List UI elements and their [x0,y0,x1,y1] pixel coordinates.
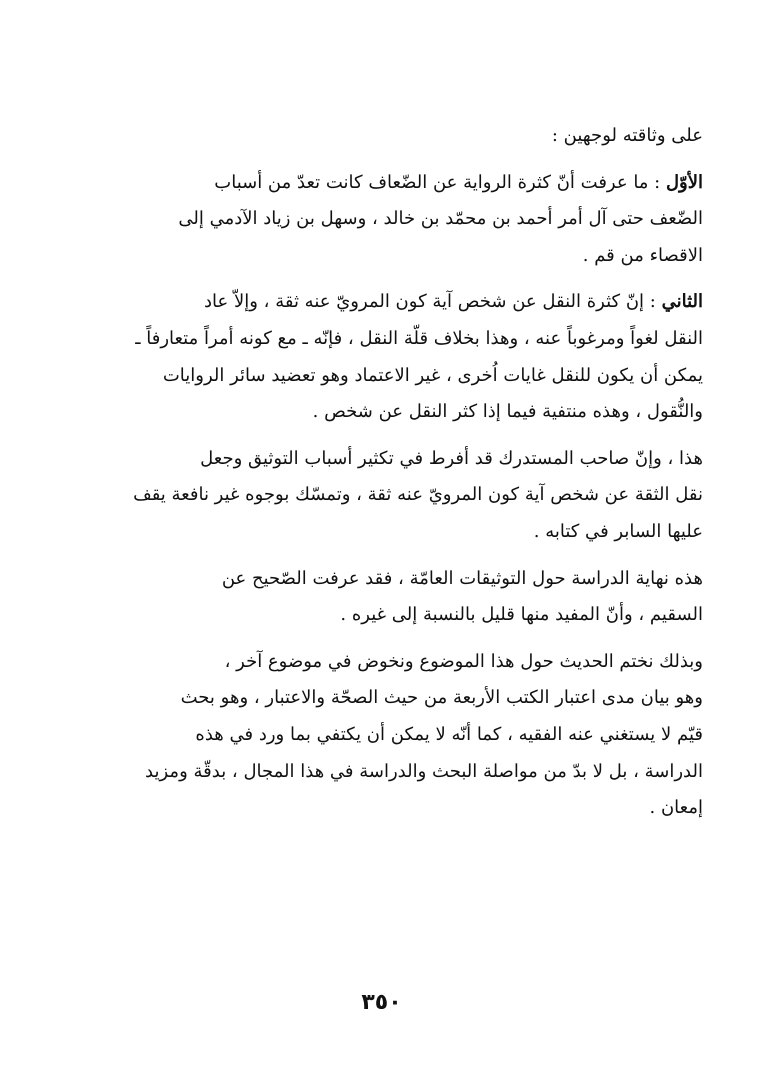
paragraph-line: الاقصاء من قم . [582,244,703,266]
paragraph-line: يمكن أن يكون للنقل غايات اُخرى ، غير الاعتماد وهو تعضيد سائر الروايات [162,364,703,386]
paragraph-line: إمعان . [649,797,703,819]
paragraph-line: هذه نهاية الدراسة حول التوثيقات العامّة ، فقد عرفت الصّحيح عن [221,567,703,589]
paragraph-conclusion [92,561,703,634]
paragraph-line: قيّم لا يستغني عنه الفقيه ، كما أنّه لا يمكن أن يكتفي بما ورد في هذه [195,723,703,745]
paragraph-text: : إنّ كثرة النقل عن شخص آية كون المرويّ عنه ثقة ، وإلاّ عاد [204,291,662,313]
paragraph-line: الضّعف حتى آل أمر أحمد بن محمّد بن خالد ، وسهل بن زياد الآدمي إلى [178,208,703,230]
intro-line: على وثاقته لوجهين : [551,125,703,146]
paragraph-line: وهو بيان مدى اعتبار الكتب الأربعة من حيث الصحّة والاعتبار ، وهو بحث [180,687,703,709]
paragraph-line: النقل لغواً ومرغوباً عنه ، وهذا بخلاف قلّة النقل ، فإنّه ـ مع كونه أمراً متعارفاً ـ [135,327,703,349]
paragraph-second [92,284,703,430]
heading-first: الأوّل [665,171,703,193]
paragraph-line [92,284,703,321]
paragraph-first [92,165,703,275]
paragraph-line: الدراسة ، بل لا بدّ من مواصلة البحث والدراسة في هذا المجال ، بدقّة ومزيد [145,760,703,782]
body-text [92,118,703,827]
heading-second: الثاني [661,291,703,313]
paragraph-line [92,165,703,202]
paragraph-mustadrak [92,441,703,551]
paragraph-line: والنُّقول ، وهذه منتفية فيما إذا كثر النقل عن شخص . [312,401,703,423]
paragraph-transition [92,644,703,827]
paragraph-text: : ما عرفت أنّ كثرة الرواية عن الضّعاف كانت تعدّ من أسباب [214,171,666,193]
page-number: ٣٥٠ [361,990,402,1015]
paragraph-line: وبذلك نختم الحديث حول هذا الموضوع ونخوض في موضوع آخر ، [224,650,703,672]
paragraph-line: نقل الثقة عن شخص آية كون المرويّ عنه ثقة ، وتمسّك بوجوه غير نافعة يقف [133,484,703,506]
paragraph-line: السقيم ، وأنّ المفيد منها قليل بالنسبة إلى غيره . [340,604,703,626]
paragraph-line: هذا ، وإنّ صاحب المستدرك قد أفرط في تكثير أسباب التوثيق وجعل [200,447,703,469]
paragraph-line: عليها السابر في كتابه . [533,520,703,542]
